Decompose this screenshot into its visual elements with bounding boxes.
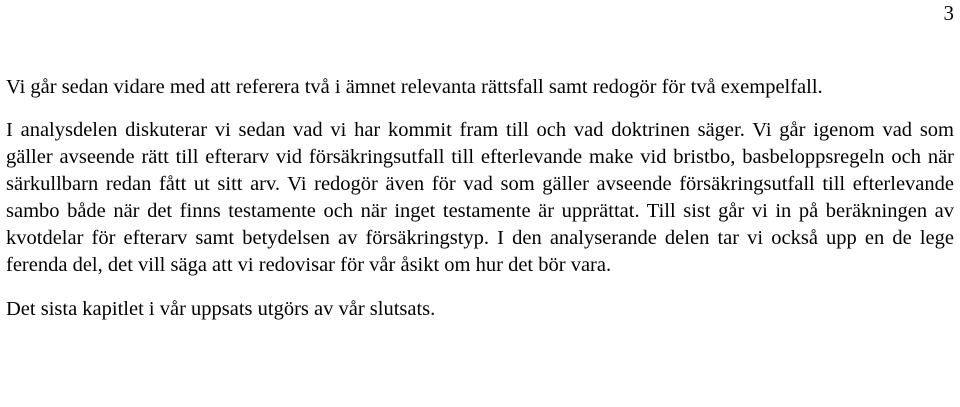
document-body [6,74,954,323]
page-number: 3 [943,1,954,25]
paragraph-intro: Vi går sedan vidare med att referera två i ämnet relevanta rättsfall samt redogör för två exempelfall. [6,76,823,98]
paragraph-conclusion: Det sista kapitlet i vår uppsats utgörs av vår slutsats. [6,298,436,320]
paragraph-analysis: I analysdelen diskuterar vi sedan vad vi har kommit fram till och vad doktrinen säger. Vi går igenom vad som gäller avseende rätt till efterarv vid försäkringsutfall till efterlevande make vid bristbo, basbeloppsregeln och när särkullbarn redan fått ut sitt arv. Vi redogör även för vad som gäller avseende försäkringsutfall till efterlevande sambo både när det finns testamente och när inget testamente är upprättat. Till sist går vi in på beräkningen av kvotdelar för efterarv samt betydelsen av försäkringstyp. I den analyserande delen tar vi också upp en de lege ferenda del, det vill säga att vi redovisar för vår åsikt om hur det bör vara. [6,119,954,276]
